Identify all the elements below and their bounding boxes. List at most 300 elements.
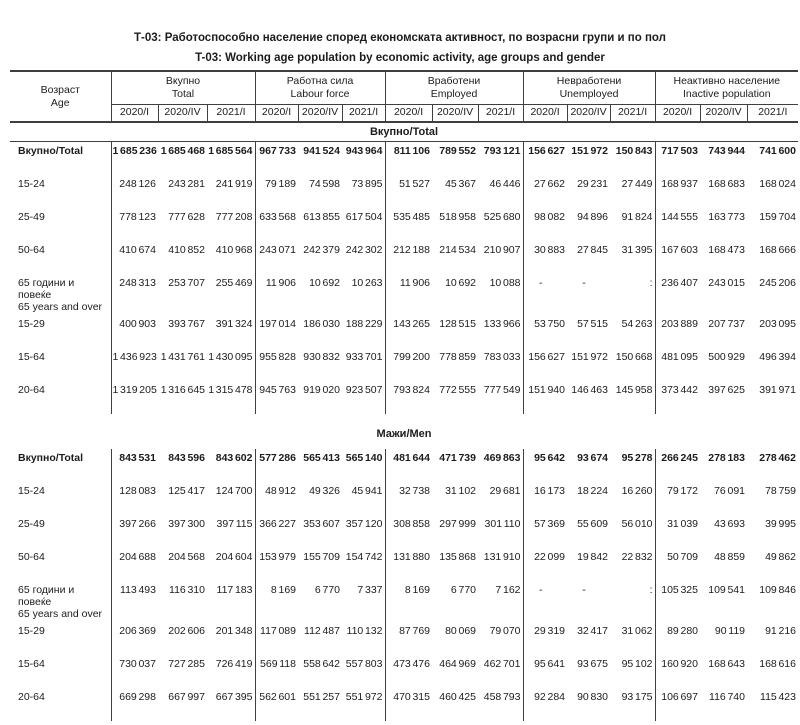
row-label: 15-29 xyxy=(10,622,111,655)
value-cell: 204 688 xyxy=(119,551,156,563)
table-row xyxy=(10,688,798,721)
value-cell: 95 642 xyxy=(534,452,565,464)
period-header: 2020/IV xyxy=(298,105,342,122)
row-label: Вкупно/Total xyxy=(10,449,111,482)
value-cell: 131 880 xyxy=(393,551,430,563)
value-cell: 156 627 xyxy=(528,351,565,363)
value-cell: 87 769 xyxy=(399,625,430,637)
value-cell: 146 463 xyxy=(571,384,608,396)
value-cell: 168 616 xyxy=(759,658,796,670)
table-row xyxy=(10,175,798,208)
value-cell: 7 162 xyxy=(478,581,523,622)
value-cell: 32 417 xyxy=(577,625,608,637)
value-cell: 57 369 xyxy=(534,518,565,530)
value-cell: 1 685 236 xyxy=(112,145,157,157)
value-cell: 243 281 xyxy=(168,178,205,190)
value-cell: 168 666 xyxy=(759,244,796,256)
value-cell: 54 263 xyxy=(610,315,655,348)
value-cell: 214 534 xyxy=(439,244,476,256)
value-cell: 143 265 xyxy=(393,318,430,330)
value-cell: 245 206 xyxy=(759,277,796,289)
value-cell: 144 555 xyxy=(661,211,698,223)
row-label: 15-64 xyxy=(10,348,111,381)
value-cell: 471 739 xyxy=(439,452,476,464)
row-label: 25-49 xyxy=(10,208,111,241)
header-groups-row xyxy=(10,72,798,105)
value-cell: 109 541 xyxy=(708,584,745,596)
value-cell: 373 442 xyxy=(661,384,698,396)
statistics-table xyxy=(10,70,798,721)
value-cell: 168 683 xyxy=(708,178,745,190)
section-label-men: Мажи/Men xyxy=(376,428,432,440)
value-cell: 124 700 xyxy=(207,482,255,515)
period-header: 2020/I xyxy=(655,105,700,122)
value-cell: 667 997 xyxy=(168,691,205,703)
value-cell: 95 641 xyxy=(534,658,565,670)
row-label: 20-64 xyxy=(10,688,111,721)
value-cell: 943 964 xyxy=(342,142,385,175)
value-cell: 29 681 xyxy=(478,482,523,515)
value-cell: 569 118 xyxy=(260,658,296,670)
value-cell: 128 083 xyxy=(119,485,156,497)
value-cell: 923 507 xyxy=(342,381,385,414)
period-header: 2020/IV xyxy=(700,105,747,122)
value-cell: 31 039 xyxy=(667,518,698,530)
value-cell: 31 395 xyxy=(610,241,655,274)
value-cell: 397 115 xyxy=(207,515,255,548)
value-cell: 110 132 xyxy=(342,622,385,655)
table-row xyxy=(10,581,798,622)
value-cell: 366 227 xyxy=(259,518,296,530)
section-table-total xyxy=(10,142,798,414)
value-cell: 203 889 xyxy=(661,318,698,330)
value-cell: - xyxy=(539,277,543,289)
value-cell: 154 742 xyxy=(342,548,385,581)
value-cell: 393 767 xyxy=(168,318,205,330)
value-cell: - xyxy=(539,584,543,596)
section-label-total: Вкупно/Total xyxy=(369,126,439,138)
age-column-header xyxy=(10,72,111,121)
value-cell: 203 095 xyxy=(759,318,796,330)
value-cell: 1 319 205 xyxy=(112,384,157,396)
value-cell: 458 793 xyxy=(478,688,523,721)
value-cell: 613 855 xyxy=(303,211,340,223)
value-cell: 11 906 xyxy=(399,277,430,289)
value-cell: 79 189 xyxy=(265,178,296,190)
value-cell: 843 602 xyxy=(207,449,255,482)
value-cell: 151 940 xyxy=(528,384,565,396)
value-cell: 55 609 xyxy=(577,518,608,530)
value-cell: 843 596 xyxy=(168,452,205,464)
value-cell: 783 033 xyxy=(478,348,523,381)
value-cell: 27 845 xyxy=(577,244,608,256)
value-cell: 74 598 xyxy=(309,178,340,190)
value-cell: 150 668 xyxy=(610,348,655,381)
value-cell: 266 245 xyxy=(661,452,698,464)
value-cell: 551 972 xyxy=(342,688,385,721)
period-header: 2020/IV xyxy=(567,105,610,122)
value-cell: 197 014 xyxy=(259,318,296,330)
column-group-header: Вкупно Total xyxy=(111,72,255,105)
row-label: 65 години и повеќе 65 years and over xyxy=(10,274,111,315)
value-cell: 80 069 xyxy=(445,625,476,637)
value-cell: 95 278 xyxy=(610,449,655,482)
value-cell: 551 257 xyxy=(303,691,340,703)
value-cell: 741 600 xyxy=(759,145,796,157)
table-row xyxy=(10,482,798,515)
value-cell: 278 462 xyxy=(759,452,796,464)
table-row xyxy=(10,142,798,175)
value-cell: 79 172 xyxy=(667,485,698,497)
value-cell: 48 912 xyxy=(265,485,296,497)
table-row xyxy=(10,449,798,482)
table-row xyxy=(10,381,798,414)
value-cell: 353 607 xyxy=(303,518,340,530)
value-cell: 79 070 xyxy=(478,622,523,655)
value-cell: 57 515 xyxy=(577,318,608,330)
table-row xyxy=(10,348,798,381)
value-cell: 410 852 xyxy=(168,244,205,256)
value-cell: 91 216 xyxy=(765,625,796,637)
table-row xyxy=(10,515,798,548)
value-cell: 50 709 xyxy=(667,551,698,563)
value-cell: 6 770 xyxy=(450,584,476,596)
value-cell: 525 680 xyxy=(478,208,523,241)
value-cell: 210 907 xyxy=(478,241,523,274)
value-cell: 777 208 xyxy=(207,208,255,241)
section-table-men xyxy=(10,449,798,721)
value-cell: 565 140 xyxy=(342,449,385,482)
value-cell: 941 524 xyxy=(303,145,340,157)
period-header: 2021/I xyxy=(342,105,385,122)
value-cell: 27 662 xyxy=(534,178,565,190)
value-cell: 777 628 xyxy=(168,211,205,223)
age-header-en: Age xyxy=(50,96,70,109)
value-cell: 117 089 xyxy=(260,625,296,637)
value-cell: 470 315 xyxy=(393,691,430,703)
value-cell: 116 310 xyxy=(169,584,205,596)
value-cell: 116 740 xyxy=(709,691,745,703)
value-cell: 1 431 761 xyxy=(160,351,205,363)
value-cell: 78 759 xyxy=(765,485,796,497)
value-cell: 1 315 478 xyxy=(207,381,255,414)
value-cell: 481 644 xyxy=(393,452,430,464)
value-cell: 19 842 xyxy=(577,551,608,563)
value-cell: 135 868 xyxy=(439,551,476,563)
column-group-header: Вработени Employed xyxy=(385,72,523,105)
header-periods-row xyxy=(10,105,798,122)
period-header: 2020/I xyxy=(385,105,432,122)
value-cell: 45 941 xyxy=(342,482,385,515)
row-label: 15-24 xyxy=(10,482,111,515)
period-header: 2021/I xyxy=(610,105,655,122)
table-header xyxy=(10,72,798,121)
value-cell: 255 469 xyxy=(207,274,255,315)
table-title-macedonian: Т-03: Работоспособно население според економската активност, по возрасни групи и по пол xyxy=(134,32,666,44)
value-cell: 727 285 xyxy=(168,658,205,670)
value-cell: 967 733 xyxy=(259,145,296,157)
value-cell: 242 302 xyxy=(342,241,385,274)
value-cell: 8 169 xyxy=(404,584,430,596)
value-cell: 562 601 xyxy=(259,691,296,703)
value-cell: 90 830 xyxy=(577,691,608,703)
value-cell: 150 843 xyxy=(610,142,655,175)
value-cell: 167 603 xyxy=(661,244,698,256)
value-cell: 793 824 xyxy=(393,384,430,396)
value-cell: 22 832 xyxy=(610,548,655,581)
value-cell: 933 701 xyxy=(342,348,385,381)
value-cell: 153 979 xyxy=(259,551,296,563)
value-cell: 410 674 xyxy=(119,244,156,256)
value-cell: 151 972 xyxy=(571,351,608,363)
value-cell: 772 555 xyxy=(439,384,476,396)
period-header: 2020/I xyxy=(523,105,567,122)
value-cell: 518 958 xyxy=(439,211,476,223)
value-cell: 278 183 xyxy=(708,452,745,464)
value-cell: 113 493 xyxy=(120,584,156,596)
value-cell: 160 920 xyxy=(661,658,698,670)
value-cell: 500 929 xyxy=(708,351,745,363)
value-cell: 473 476 xyxy=(393,658,430,670)
value-cell: 117 183 xyxy=(207,581,255,622)
value-cell: : xyxy=(610,581,655,622)
row-label: 50-64 xyxy=(10,241,111,274)
period-header: 2020/I xyxy=(255,105,298,122)
value-cell: 777 549 xyxy=(478,381,523,414)
value-cell: 297 999 xyxy=(439,518,476,530)
value-cell: 206 369 xyxy=(119,625,156,637)
value-cell: 799 200 xyxy=(393,351,430,363)
value-cell: 133 966 xyxy=(478,315,523,348)
value-cell: 168 937 xyxy=(661,178,698,190)
value-cell: 930 832 xyxy=(303,351,340,363)
value-cell: 778 123 xyxy=(119,211,156,223)
period-header: 2021/I xyxy=(747,105,798,122)
row-label: 15-24 xyxy=(10,175,111,208)
value-cell: 1 685 468 xyxy=(160,145,205,157)
value-cell: 397 266 xyxy=(119,518,156,530)
value-cell: 89 280 xyxy=(667,625,698,637)
value-cell: 168 473 xyxy=(708,244,745,256)
value-cell: 667 395 xyxy=(207,688,255,721)
value-cell: 617 504 xyxy=(342,208,385,241)
value-cell: 212 188 xyxy=(393,244,430,256)
table-row xyxy=(10,315,798,348)
value-cell: 8 169 xyxy=(270,584,296,596)
value-cell: 201 348 xyxy=(207,622,255,655)
value-cell: 469 863 xyxy=(478,449,523,482)
value-cell: 400 903 xyxy=(119,318,156,330)
value-cell: 163 773 xyxy=(708,211,745,223)
value-cell: : xyxy=(610,274,655,315)
row-label: 20-64 xyxy=(10,381,111,414)
table-row xyxy=(10,274,798,315)
value-cell: 565 413 xyxy=(303,452,340,464)
value-cell: 242 379 xyxy=(303,244,340,256)
value-cell: 410 968 xyxy=(207,241,255,274)
value-cell: 669 298 xyxy=(119,691,156,703)
value-cell: 168 643 xyxy=(708,658,745,670)
value-cell: 94 896 xyxy=(577,211,608,223)
value-cell: 93 175 xyxy=(610,688,655,721)
column-group-header: Неактивно население Inactive population xyxy=(655,72,798,105)
value-cell: 43 693 xyxy=(714,518,745,530)
table-title-english: T-03: Working age population by economic activity, age groups and gender xyxy=(195,52,605,64)
value-cell: 46 446 xyxy=(478,175,523,208)
value-cell: 945 763 xyxy=(259,384,296,396)
table-row xyxy=(10,548,798,581)
value-cell: 159 704 xyxy=(759,211,796,223)
period-header: 2021/I xyxy=(478,105,523,122)
value-cell: 98 082 xyxy=(534,211,565,223)
value-cell: 90 119 xyxy=(714,625,745,637)
value-cell: 919 020 xyxy=(303,384,340,396)
value-cell: 131 910 xyxy=(478,548,523,581)
value-cell: 1 316 645 xyxy=(160,384,205,396)
value-cell: 1 430 095 xyxy=(207,348,255,381)
column-group-header: Работна сила Labour force xyxy=(255,72,385,105)
value-cell: 308 858 xyxy=(393,518,430,530)
value-cell: 106 697 xyxy=(661,691,698,703)
value-cell: 10 263 xyxy=(342,274,385,315)
row-label: 50-64 xyxy=(10,548,111,581)
value-cell: 843 531 xyxy=(119,452,156,464)
value-cell: 168 024 xyxy=(759,178,796,190)
value-cell: 10 088 xyxy=(478,274,523,315)
value-cell: 18 224 xyxy=(577,485,608,497)
value-cell: 49 326 xyxy=(309,485,340,497)
value-cell: 248 313 xyxy=(119,277,156,289)
period-header: 2020/I xyxy=(111,105,158,122)
value-cell: 462 701 xyxy=(478,655,523,688)
value-cell: 31 102 xyxy=(445,485,476,497)
value-cell: 460 425 xyxy=(439,691,476,703)
value-cell: 204 604 xyxy=(207,548,255,581)
value-cell: 16 260 xyxy=(610,482,655,515)
value-cell: 248 126 xyxy=(119,178,156,190)
value-cell: 1 436 923 xyxy=(112,351,157,363)
value-cell: 464 969 xyxy=(439,658,476,670)
value-cell: 105 325 xyxy=(661,584,698,596)
value-cell: - xyxy=(582,277,586,289)
value-cell: 48 859 xyxy=(714,551,745,563)
value-cell: 92 284 xyxy=(534,691,565,703)
value-cell: 207 737 xyxy=(708,318,745,330)
value-cell: 30 883 xyxy=(534,244,565,256)
value-cell: 109 846 xyxy=(759,584,796,596)
value-cell: 357 120 xyxy=(342,515,385,548)
value-cell: 633 568 xyxy=(259,211,296,223)
value-cell: 93 674 xyxy=(577,452,608,464)
value-cell: 301 110 xyxy=(478,515,523,548)
value-cell: 155 709 xyxy=(303,551,340,563)
row-label: 15-64 xyxy=(10,655,111,688)
table-row xyxy=(10,655,798,688)
value-cell: 397 625 xyxy=(708,384,745,396)
table-row xyxy=(10,208,798,241)
value-cell: 391 971 xyxy=(759,384,796,396)
value-cell: 125 417 xyxy=(168,485,205,497)
value-cell: 811 106 xyxy=(393,145,430,157)
value-cell: 7 337 xyxy=(342,581,385,622)
value-cell: 10 692 xyxy=(445,277,476,289)
value-cell: 115 423 xyxy=(760,691,796,703)
value-cell: 955 828 xyxy=(259,351,296,363)
value-cell: 397 300 xyxy=(168,518,205,530)
table-row xyxy=(10,622,798,655)
value-cell: 730 037 xyxy=(119,658,156,670)
value-cell: 243 015 xyxy=(708,277,745,289)
value-cell: 535 485 xyxy=(393,211,430,223)
value-cell: 145 958 xyxy=(610,381,655,414)
period-header: 2021/I xyxy=(207,105,255,122)
value-cell: 186 030 xyxy=(303,318,340,330)
value-cell: 789 552 xyxy=(439,145,476,157)
value-cell: 1 685 564 xyxy=(207,142,255,175)
row-label: 15-29 xyxy=(10,315,111,348)
value-cell: 778 859 xyxy=(439,351,476,363)
value-cell: 56 010 xyxy=(610,515,655,548)
value-cell: 202 606 xyxy=(168,625,205,637)
value-cell: 156 627 xyxy=(528,145,565,157)
value-cell: 10 692 xyxy=(309,277,340,289)
value-cell: 496 394 xyxy=(759,351,796,363)
value-cell: 53 750 xyxy=(534,318,565,330)
value-cell: 204 568 xyxy=(168,551,205,563)
value-cell: 39 995 xyxy=(765,518,796,530)
value-cell: 151 972 xyxy=(571,145,608,157)
value-cell: 481 095 xyxy=(661,351,698,363)
value-cell: 95 102 xyxy=(610,655,655,688)
value-cell: 76 091 xyxy=(714,485,745,497)
value-cell: 112 487 xyxy=(304,625,340,637)
value-cell: - xyxy=(582,584,586,596)
age-header-mk: Возраст xyxy=(40,83,80,96)
value-cell: 27 449 xyxy=(610,175,655,208)
value-cell: 717 503 xyxy=(661,145,698,157)
column-group-header: Невработени Unemployed xyxy=(523,72,655,105)
value-cell: 16 173 xyxy=(534,485,565,497)
value-cell: 45 367 xyxy=(445,178,476,190)
value-cell: 188 229 xyxy=(342,315,385,348)
value-cell: 391 324 xyxy=(207,315,255,348)
value-cell: 32 738 xyxy=(399,485,430,497)
value-cell: 51 527 xyxy=(399,178,430,190)
value-cell: 726 419 xyxy=(207,655,255,688)
row-label: 65 години и повеќе 65 years and over xyxy=(10,581,111,622)
value-cell: 29 231 xyxy=(577,178,608,190)
value-cell: 236 407 xyxy=(661,277,698,289)
value-cell: 243 071 xyxy=(259,244,296,256)
row-label: 25-49 xyxy=(10,515,111,548)
value-cell: 241 919 xyxy=(207,175,255,208)
period-header: 2020/IV xyxy=(432,105,478,122)
value-cell: 253 707 xyxy=(168,277,205,289)
value-cell: 11 906 xyxy=(265,277,296,289)
value-cell: 558 642 xyxy=(303,658,340,670)
value-cell: 557 803 xyxy=(342,655,385,688)
value-cell: 577 286 xyxy=(259,452,296,464)
table-row xyxy=(10,241,798,274)
row-label: Вкупно/Total xyxy=(10,142,111,175)
period-header: 2020/IV xyxy=(158,105,207,122)
value-cell: 22 099 xyxy=(534,551,565,563)
value-cell: 743 944 xyxy=(708,145,745,157)
value-cell: 29 319 xyxy=(534,625,565,637)
value-cell: 793 121 xyxy=(478,142,523,175)
value-cell: 73 895 xyxy=(342,175,385,208)
value-cell: 31 062 xyxy=(610,622,655,655)
